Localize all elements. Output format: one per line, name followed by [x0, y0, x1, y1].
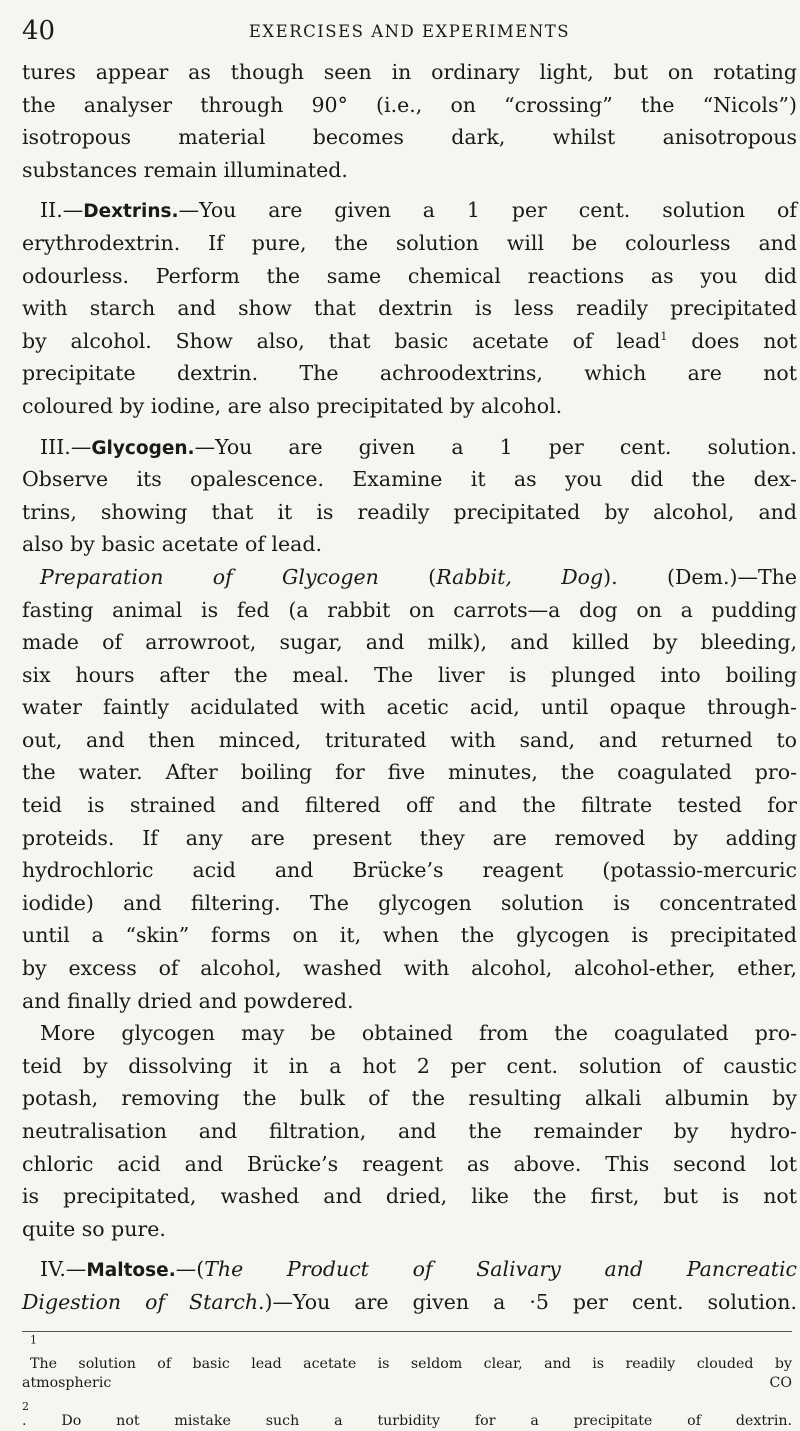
text-line: and finally dried and powdered. — [22, 988, 354, 1013]
text-line: More glycogen may be obtained from the coagulated pro- — [40, 1021, 797, 1046]
running-title: EXERCISES AND EXPERIMENTS — [248, 22, 571, 41]
subsection-first-line: Preparation of Glycogen (Rabbit, Dog). (Dem.)—The — [40, 564, 798, 589]
text-line: the analyser through 90° (i.e., on “crossing” the “Nicols”) — [22, 92, 797, 117]
text-line: Digestion of Starch.)—You are given a ·5 per cent. solution. — [22, 1289, 797, 1314]
text-fragment: . Do not mistake such a turbidity for a precipitate of dextrin. — [22, 1413, 792, 1429]
text-line: with starch and show that dextrin is less readily precipitated — [22, 296, 797, 321]
text-line: teid by dissolving it in a hot 2 per cent. solution of caustic — [22, 1053, 797, 1078]
text-line: teid is strained and filtered off and the filtrate tested for — [22, 793, 797, 818]
text-line: potash, removing the bulk of the resulting alkali albumin by — [22, 1086, 797, 1111]
paragraph-more-glycogen — [22, 1017, 797, 1245]
page-number: 40 — [22, 16, 56, 46]
section-first-line: IV.—Maltose.—(The Product of Salivary and Pancreatic — [40, 1257, 797, 1282]
book-page — [22, 0, 798, 1429]
subsection-animals: Rabbit, Dog — [436, 564, 604, 589]
text-fragment: atmospheric CO — [22, 1375, 792, 1391]
subsection-preparation — [22, 561, 797, 1017]
text-line: proteids. If any are present they are removed by adding — [22, 825, 797, 850]
text-line: chloric acid and Brücke’s reagent as above. This second lot — [22, 1151, 797, 1176]
page-header — [22, 16, 797, 52]
text-line: made of arrowroot, sugar, and milk), and killed by bleeding, — [22, 630, 797, 655]
footnote-reference[interactable]: 1 — [660, 329, 668, 343]
section-heading: Dextrins. — [83, 201, 179, 223]
section-text: You are given a 1 per cent. solution. — [215, 434, 797, 459]
footnote — [22, 1333, 792, 1431]
section-first-line: III.—Glycogen.—You are given a 1 per cent. solution. — [40, 434, 797, 459]
text-fragment: (Dem.)—The — [666, 564, 798, 589]
section-dextrins — [22, 194, 797, 422]
subscript: 2 — [22, 1399, 29, 1413]
section-heading: Glycogen. — [91, 437, 195, 459]
text-line: quite so pure. — [22, 1216, 166, 1241]
text-line: coloured by iodine, are also precipitated by alcohol. — [22, 393, 563, 418]
text-line: odourless. Perform the same chemical reactions as you did — [22, 263, 797, 288]
section-subtitle-cont: Digestion of Starch. — [22, 1289, 265, 1314]
text-line: substances remain illuminated. — [22, 157, 348, 182]
text-line: erythrodextrin. If pure, the solution will be colourless and — [22, 230, 797, 255]
text-line: trins, showing that it is readily precipitated by alcohol, and — [22, 499, 797, 524]
text-line: by excess of alcohol, washed with alcohol, alcohol-ether, ether, — [22, 956, 797, 981]
text-line: out, and then minced, triturated with sand, and returned to — [22, 727, 797, 752]
text-line: precipitate dextrin. The achroodextrins, which are not — [22, 361, 797, 386]
text-line: the water. After boiling for five minutes, the coagulated pro- — [22, 760, 797, 785]
section-glycogen — [22, 431, 797, 561]
subsection-title: Preparation of Glycogen — [40, 564, 379, 589]
page-body — [22, 56, 797, 1319]
text-line: isotropous material becomes dark, whilst anisotropous — [22, 125, 797, 150]
section-number: II. — [40, 198, 63, 223]
text-fragment: by alcohol. Show also, that basic acetate of lead — [22, 328, 661, 353]
footnote-rule — [22, 1331, 792, 1332]
section-number: IV. — [40, 1257, 66, 1282]
paragraph-intro — [22, 56, 797, 186]
text-line: Observe its opalescence. Examine it as you did the dex- — [22, 467, 797, 492]
text-line: also by basic acetate of lead. — [22, 532, 322, 557]
section-text: —You are given a ·5 per cent. solution. — [272, 1289, 797, 1314]
text-line: is precipitated, washed and dried, like the first, but is not — [22, 1184, 797, 1209]
footnote-mark: 1 — [30, 1333, 37, 1347]
text-line — [22, 325, 797, 358]
section-heading: Maltose. — [86, 1260, 176, 1282]
section-text: You are given a 1 per cent. solution of — [199, 198, 797, 223]
text-fragment: The solution of basic lead acetate is seldom clear, and is readily clouded by — [30, 1356, 792, 1372]
section-subtitle: The Product of Salivary and Pancreatic — [204, 1257, 797, 1282]
footnote-line — [22, 1333, 792, 1374]
text-line: water faintly acidulated with acetic acid, until opaque through- — [22, 695, 797, 720]
text-fragment: does not — [667, 328, 797, 353]
section-maltose — [22, 1253, 797, 1318]
section-number: III. — [40, 434, 71, 459]
text-line: iodide) and filtering. The glycogen solution is concentrated — [22, 890, 797, 915]
footnote-line — [22, 1374, 792, 1431]
text-line: hydrochloric acid and Brücke’s reagent (potassio-mercuric — [22, 858, 797, 883]
section-first-line: II.—Dextrins.—You are given a 1 per cent. solution of — [40, 198, 797, 223]
text-line: fasting animal is fed (a rabbit on carrots—a dog on a pudding — [22, 597, 797, 622]
text-line: until a “skin” forms on it, when the glycogen is precipitated — [22, 923, 797, 948]
text-line: tures appear as though seen in ordinary light, but on rotating — [22, 60, 797, 84]
text-line: six hours after the meal. The liver is plunged into boiling — [22, 662, 797, 687]
text-line: neutralisation and filtration, and the remainder by hydro- — [22, 1119, 797, 1143]
